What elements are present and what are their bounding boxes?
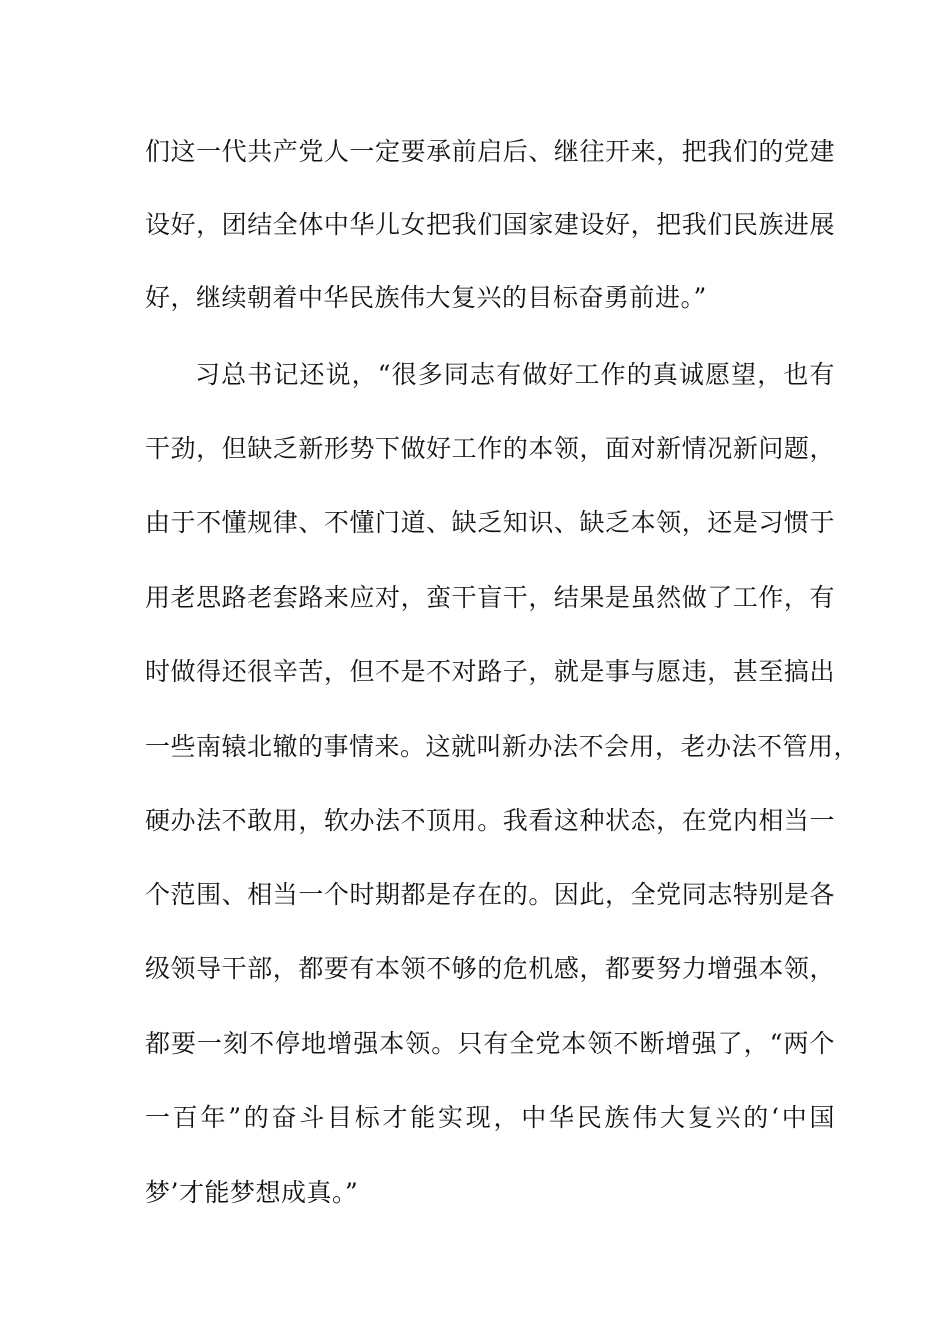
paragraph-line: 都要一刻不停地增强本领。只有全党本领不断增强了，“两个 xyxy=(145,1029,835,1058)
paragraph-line: 由于不懂规律、不懂门道、缺乏知识、缺乏本领，还是习惯于 xyxy=(145,508,835,537)
paragraph-line: 一些南辕北辙的事情来。这就叫新办法不会用，老办法不管用， xyxy=(145,732,860,761)
paragraph-line: 时做得还很辛苦，但不是不对路子，就是事与愿违，甚至搞出 xyxy=(145,657,835,686)
paragraph-line: 级领导干部，都要有本领不够的危机感，都要努力增强本领， xyxy=(145,954,835,983)
paragraph-line: 一百年”的奋斗目标才能实现，中华民族伟大复兴的‘中国 xyxy=(145,1103,835,1132)
paragraph-line: 硬办法不敢用，软办法不顶用。我看这种状态，在党内相当一 xyxy=(145,806,835,835)
paragraph-line: 习总书记还说，“很多同志有做好工作的真诚愿望，也有 xyxy=(195,360,835,389)
paragraph-line: 干劲，但缺乏新形势下做好工作的本领，面对新情况新问题， xyxy=(145,434,835,463)
paragraph-line: 好，继续朝着中华民族伟大复兴的目标奋勇前进。” xyxy=(145,283,707,312)
paragraph-line: 用老思路老套路来应对，蛮干盲干，结果是虽然做了工作，有 xyxy=(145,583,835,612)
paragraph-line: 设好，团结全体中华儿女把我们国家建设好，把我们民族进展 xyxy=(145,210,835,239)
paragraph-line: 梦’才能梦想成真。” xyxy=(145,1178,359,1207)
paragraph-line: 个范围、相当一个时期都是存在的。因此，全党同志特别是各 xyxy=(145,880,835,909)
paragraph-line: 们这一代共产党人一定要承前启后、继往开来，把我们的党建 xyxy=(145,137,835,166)
